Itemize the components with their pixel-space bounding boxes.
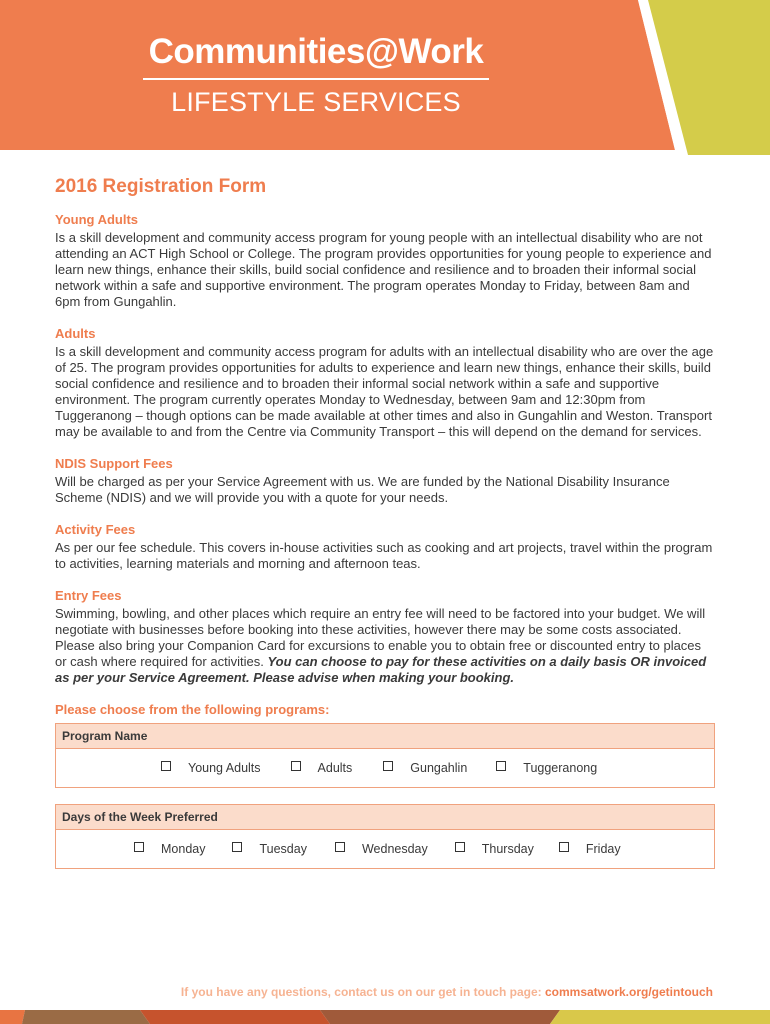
program-option-adults[interactable] xyxy=(291,761,353,775)
program-options-row xyxy=(56,749,714,787)
footer-text: If you have any questions, contact us on our get in touch page: xyxy=(180,985,542,999)
section-heading: Adults xyxy=(55,326,96,341)
section-activity-fees xyxy=(55,522,715,572)
section-entry-fees xyxy=(55,588,715,686)
footer-decoration xyxy=(0,1010,770,1024)
section-body: Is a skill development and community access program for young people with an intellectual disability who are not attending an ACT High School or College. The program provides opportunities for young people to experience and learn new things, enhance their skills, build social confidence and resilience and to broaden their informal social network within a safe and supportive environment. The program operates Monday to Friday, between 8am and 6pm from Gungahlin. xyxy=(55,230,712,309)
logo-divider xyxy=(143,78,489,80)
checkbox[interactable] xyxy=(383,761,393,771)
checkbox[interactable] xyxy=(496,761,506,771)
day-option-monday[interactable] xyxy=(134,842,205,856)
brand-logo xyxy=(143,30,489,118)
option-label: Thursday xyxy=(481,842,534,856)
section-heading: Activity Fees xyxy=(55,522,136,537)
days-options-row xyxy=(56,830,714,868)
program-name-header: Program Name xyxy=(56,724,714,749)
section-heading: Young Adults xyxy=(55,212,139,227)
option-label: Young Adults xyxy=(188,761,261,775)
option-label: Tuesday xyxy=(259,842,307,856)
option-label: Wednesday xyxy=(361,842,428,856)
section-body xyxy=(55,606,715,686)
day-option-thursday[interactable] xyxy=(455,842,534,856)
program-option-gungahlin[interactable] xyxy=(383,761,467,775)
form-title: 2016 Registration Form xyxy=(55,176,267,197)
brand-subtitle: LIFESTYLE SERVICES xyxy=(171,87,461,117)
form-content xyxy=(55,176,715,869)
option-label: Friday xyxy=(585,842,621,856)
section-heading: Entry Fees xyxy=(55,588,122,603)
checkbox[interactable] xyxy=(455,842,465,852)
option-label: Gungahlin xyxy=(410,761,468,775)
section-heading: NDIS Support Fees xyxy=(55,456,173,471)
choose-programs-prompt: Please choose from the following programs: xyxy=(55,702,330,717)
section-body: Will be charged as per your Service Agreement with us. We are funded by the National Disability Insurance Scheme (NDIS) and we will provide you with a quote for your needs. xyxy=(55,474,670,505)
section-ndis-fees xyxy=(55,456,715,506)
checkbox[interactable] xyxy=(335,842,345,852)
checkbox[interactable] xyxy=(134,842,144,852)
section-body: Is a skill development and community access program for adults with an intellectual disability who are over the age of 25. The program provides opportunities for adults to experience and learn new things, enhance their skills, build social confidence and resilience and to broaden their informal social network within a safe and supportive environment. The program currently operates Monday to Wednesday, between 9am and 12:30pm from Tuggeranong – though options can be made available at other times and also in Gungahlin and Weston. Transport may be available to and from the Centre via Community Transport – this will depend on the demand for services. xyxy=(55,344,714,439)
days-preferred-header: Days of the Week Preferred xyxy=(56,805,714,830)
contact-link[interactable]: commsatwork.org/getintouch xyxy=(544,985,713,999)
day-option-friday[interactable] xyxy=(559,842,621,856)
program-option-tuggeranong[interactable] xyxy=(496,761,597,775)
footer-contact xyxy=(0,985,713,999)
entry-fees-emphasis: You can choose to pay for these activities on a daily basis OR invoiced as per your Service Agreement. Please advise when making your booking. xyxy=(55,654,707,685)
option-label: Adults xyxy=(317,761,353,775)
section-body: As per our fee schedule. This covers in-house activities such as cooking and art projects, travel within the program to activities, learning materials and morning and afternoon teas. xyxy=(55,540,713,571)
entry-fees-text: Swimming, bowling, and other places which require an entry fee will need to be factored into your budget. We will negotiate with businesses before booking into these activities, however there may be some costs associated. Please also bring your Companion Card for excursions to enable you to obtain free or discounted entry to places or cash where required for activities. xyxy=(55,606,706,669)
section-young-adults xyxy=(55,212,715,310)
section-adults xyxy=(55,326,715,440)
program-name-box xyxy=(55,723,715,788)
checkbox[interactable] xyxy=(161,761,171,771)
option-label: Monday xyxy=(161,842,206,856)
days-preferred-box xyxy=(55,804,715,869)
checkbox[interactable] xyxy=(559,842,569,852)
option-label: Tuggeranong xyxy=(523,761,598,775)
checkbox[interactable] xyxy=(232,842,242,852)
brand-name: Communities@Work xyxy=(148,32,484,71)
day-option-tuesday[interactable] xyxy=(232,842,306,856)
checkbox[interactable] xyxy=(291,761,301,771)
program-option-young-adults[interactable] xyxy=(161,761,261,775)
day-option-wednesday[interactable] xyxy=(335,842,428,856)
